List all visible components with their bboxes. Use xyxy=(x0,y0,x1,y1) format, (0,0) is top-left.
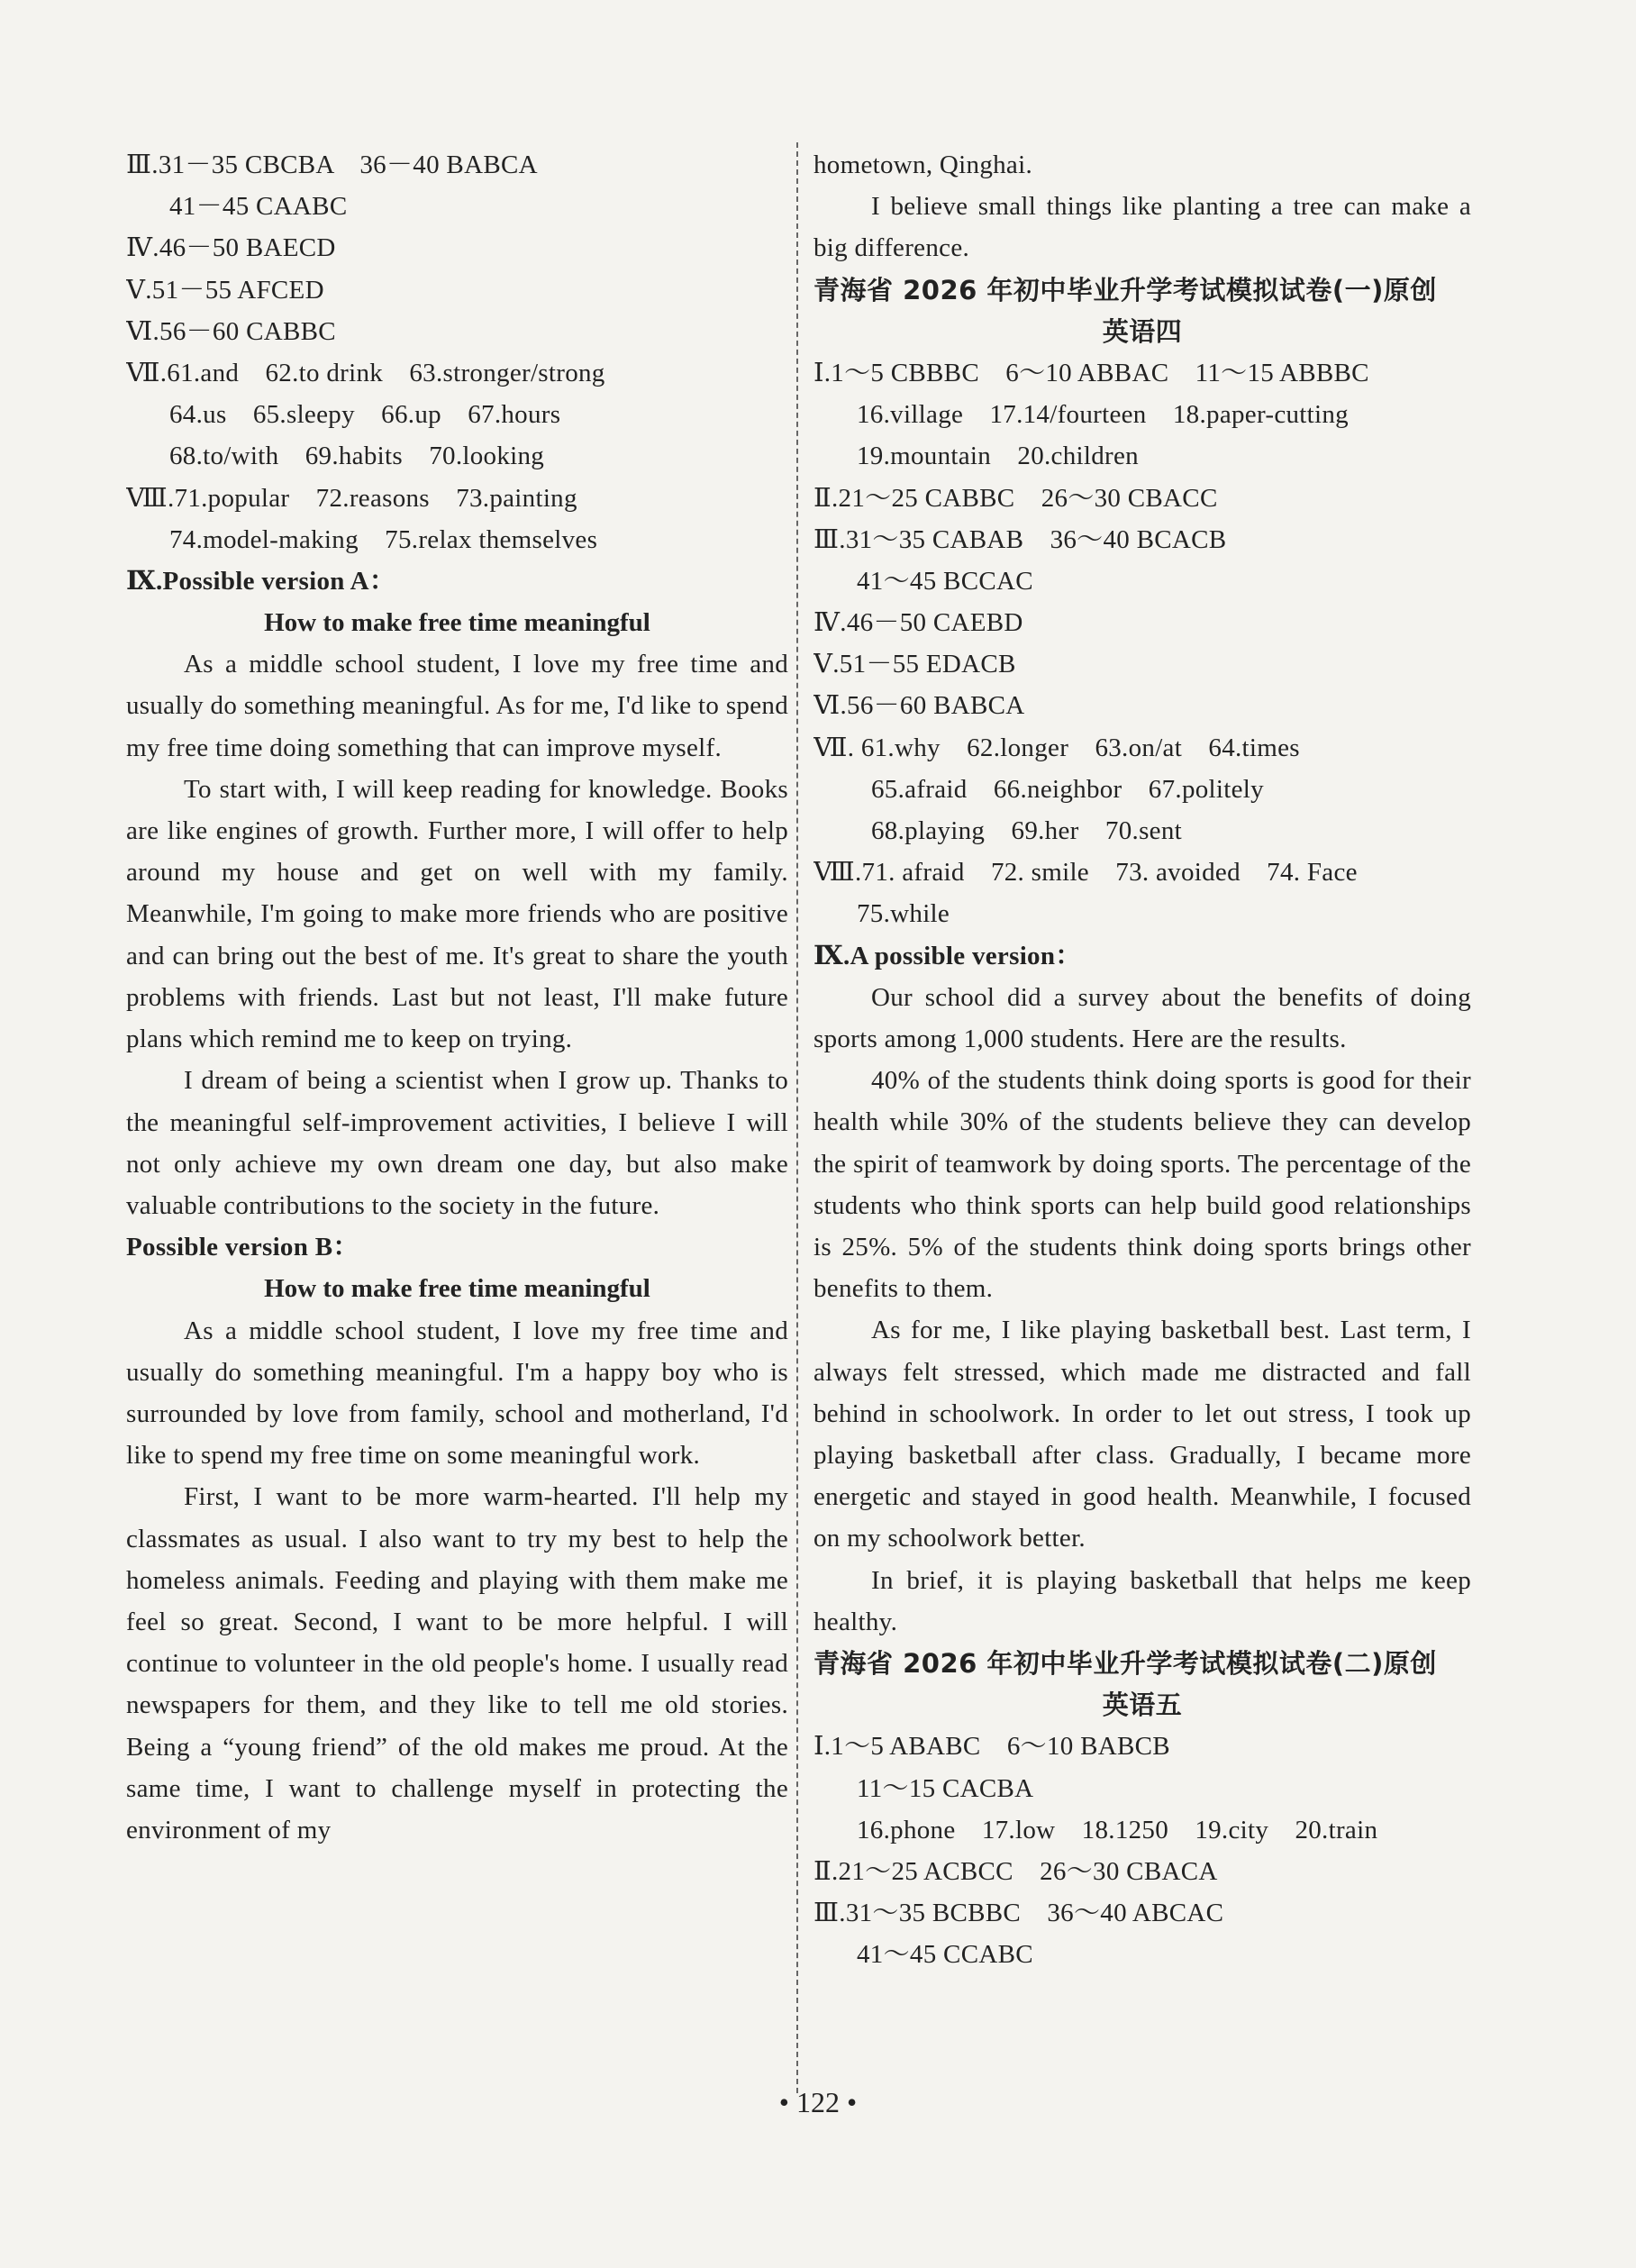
answer-line: Ⅱ.21～25 CABBC 26～30 CBACC xyxy=(813,483,1218,513)
essay-paragraph: As a middle school student, I love my free time and usually do something meaningful. As for me, I'd like to spend my free time doing something that can improve myself. xyxy=(126,650,788,762)
answer-line: Ⅲ.31－35 CBCBA 36－40 BABCA xyxy=(126,150,538,179)
answer-line: Ⅱ.21～25 ACBCC 26～30 CBACA xyxy=(813,1856,1218,1886)
answer-line: Ⅶ. 61.why 62.longer 63.on/at 64.times xyxy=(813,733,1300,762)
essay-paragraph: I dream of being a scientist when I grow up. Thanks to the meaningful self-improvement activities, I believe I will not only achieve my own dream one day, but also make valuable contributions to the society in the future. xyxy=(126,1066,788,1220)
page-number: • 122 • xyxy=(778,2086,858,2118)
exam-title: 青海省 2026 年初中毕业升学考试模拟试卷(二)原创 xyxy=(813,1648,1437,1680)
answer-line: 41～45 BCCAC xyxy=(857,566,1033,596)
answer-line: 68.to/with 69.habits 70.looking xyxy=(169,442,545,471)
answer-line: Ⅰ.1～5 CBBBC 6～10 ABBAC 11～15 ABBBC xyxy=(813,358,1369,387)
answer-line: Ⅷ.71. afraid 72. smile 73. avoided 74. Face xyxy=(813,858,1358,888)
essay-paragraph: In brief, it is playing basketball that helps me keep healthy. xyxy=(813,1565,1471,1636)
essay-continuation: hometown, Qinghai. xyxy=(813,150,1033,179)
answer-line: Ⅰ.1～5 ABABC 6～10 BABCB xyxy=(813,1732,1170,1762)
essay-paragraph: As a middle school student, I love my free time and usually do something meaningful. I'm a happy boy who is surrounded by love from family, school and motherland, I'd like to spend my free time on some meaningful work. xyxy=(126,1316,788,1471)
answer-line: Ⅶ.61.and 62.to drink 63.stronger/strong xyxy=(126,358,605,387)
answer-line: 65.afraid 66.neighbor 67.politely xyxy=(871,774,1264,804)
essay-paragraph: As for me, I like playing basketball best. Last term, I always felt stressed, which made me distracted and fall behind in schoolwork. In order to let out stress, I took up playing basketball after class. Gradually, I became more energetic and stayed in good health. Meanwhile, I focused on my schoolwork better. xyxy=(813,1316,1471,1553)
answer-line: 16.phone 17.low 18.1250 19.city 20.train xyxy=(857,1815,1378,1844)
exam-subtitle: 英语五 xyxy=(1102,1690,1183,1721)
answer-line: 11～15 CACBA xyxy=(857,1773,1034,1803)
answer-line: Ⅳ.46－50 BAECD xyxy=(126,233,336,263)
essay-title: How to make free time meaningful xyxy=(264,608,650,638)
answer-line: Ⅳ.46－50 CAEBD xyxy=(813,608,1023,638)
essay-paragraph: 40% of the students think doing sports is good for their health while 30% of the students believe they can develop the spirit of teamwork by doing sports. The percentage of the students who think sports can help build good relationships is 25%. 5% of the students think doing sports brings other benefits to them. xyxy=(813,1066,1471,1304)
answer-line: 64.us 65.sleepy 66.up 67.hours xyxy=(169,400,561,430)
essay-paragraph: First, I want to be more warm-hearted. I'll help my classmates as usual. I also want to try my best to help the homeless animals. Feeding and playing with them make me feel so great. Second, I want to be more helpful. I will continue to volunteer in the old people's home. I usually read newspapers for them, and they like to tell me old stories. Being a “young friend” of the old makes me proud. At the same time, I want to challenge myself in protecting the environment of my xyxy=(126,1482,788,1844)
section-label: Ⅸ.Possible version A： xyxy=(126,566,396,596)
exam-subtitle: 英语四 xyxy=(1102,315,1183,347)
answer-line: Ⅴ.51－55 EDACB xyxy=(813,650,1016,679)
answer-line: Ⅲ.31～35 BCBBC 36～40 ABCAC xyxy=(813,1899,1224,1928)
answer-line: 19.mountain 20.children xyxy=(857,442,1139,471)
left-column xyxy=(126,144,788,1851)
essay-paragraph: To start with, I will keep reading for knowledge. Books are like engines of growth. Further more, I will offer to help around my house and get on well with my family. Meanwhile, I'm going to make more friends who are positive and can bring out the best of me. It's great to share the youth problems with friends. Last but not least, I'll make future plans which remind me to keep on trying. xyxy=(126,774,788,1054)
answer-line: 41－45 CAABC xyxy=(169,192,348,222)
answer-line: 16.village 17.14/fourteen 18.paper-cutting xyxy=(857,400,1349,430)
answer-line: Ⅲ.31～35 CABAB 36～40 BCACB xyxy=(813,524,1227,554)
right-column xyxy=(813,144,1471,1976)
essay-paragraph: I believe small things like planting a tree can make a big difference. xyxy=(813,192,1471,263)
essay-paragraph: Our school did a survey about the benefits of doing sports among 1,000 students. Here are the results. xyxy=(813,982,1471,1053)
section-label: Possible version B： xyxy=(126,1233,359,1262)
answer-line: 75.while xyxy=(857,899,950,929)
essay-title: How to make free time meaningful xyxy=(264,1274,650,1304)
section-label: Ⅸ.A possible version： xyxy=(813,941,1082,970)
answer-line: 41～45 CCABC xyxy=(857,1940,1033,1970)
answer-line: 68.playing 69.her 70.sent xyxy=(871,816,1182,846)
column-divider xyxy=(796,142,798,2093)
answer-line: Ⅷ.71.popular 72.reasons 73.painting xyxy=(126,483,577,513)
answer-line: Ⅵ.56－60 BABCA xyxy=(813,691,1025,721)
answer-line: 74.model-making 75.relax themselves xyxy=(169,524,598,554)
answer-line: Ⅵ.56－60 CABBC xyxy=(126,316,336,346)
exam-title: 青海省 2026 年初中毕业升学考试模拟试卷(一)原创 xyxy=(813,274,1437,305)
answer-line: Ⅴ.51－55 AFCED xyxy=(126,275,324,305)
